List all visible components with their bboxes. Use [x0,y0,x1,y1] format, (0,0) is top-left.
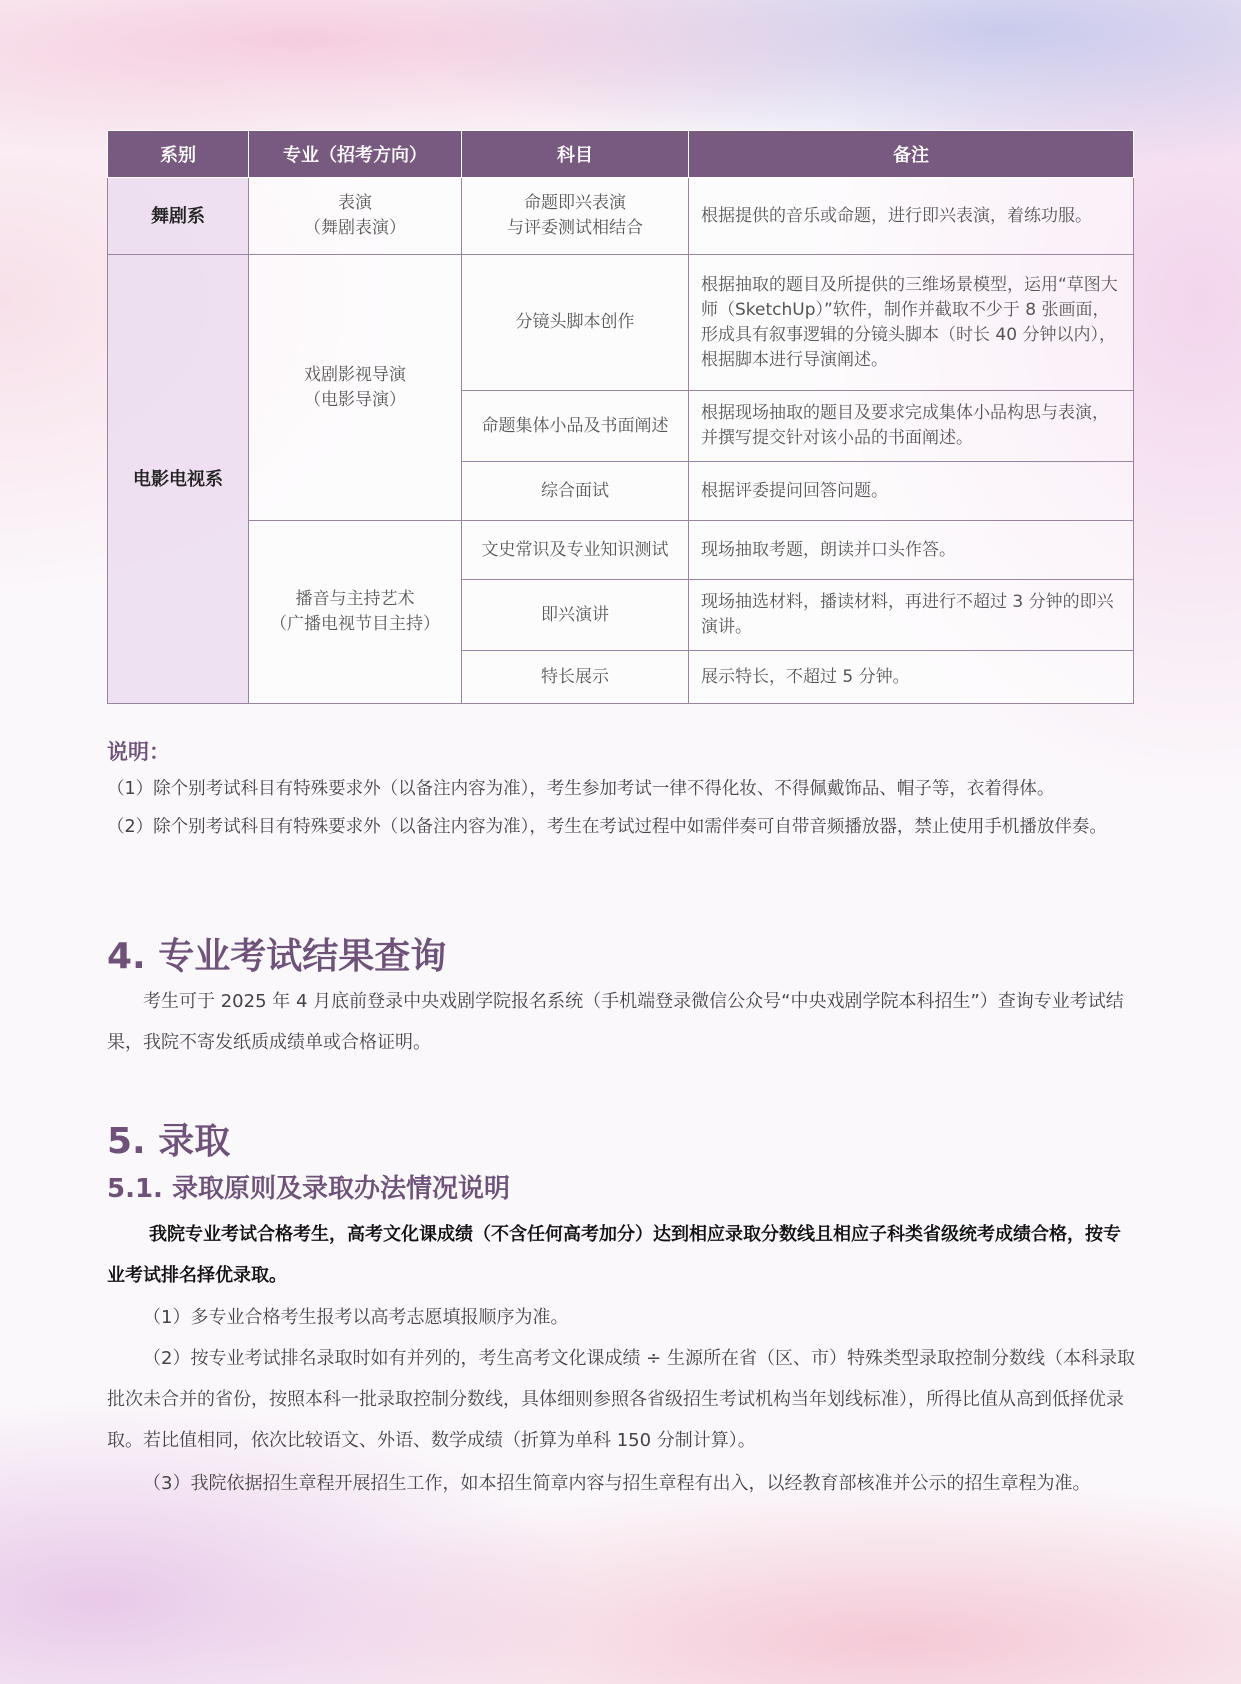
major-cell [249,178,462,255]
table-header [108,131,1134,178]
note-cell: 根据提供的音乐或命题，进行即兴表演，着练功服。 [689,178,1134,255]
major-name: 表演 [338,193,372,213]
subject-line: 与评委测试相结合 [507,218,643,238]
subject-cell: 命题集体小品及书面阐述 [462,391,689,462]
table-row [108,521,1134,580]
dept-cell: 舞剧系 [108,178,249,255]
major-direction: （舞剧表演） [304,218,406,238]
table-row [108,255,1134,391]
header-dept: 系别 [108,131,249,178]
major-name: 戏剧影视导演 [304,364,406,385]
subject-line: 命题即兴表演 [524,193,626,213]
admission-item: （1）多专业合格考生报考以高考志愿填报顺序为准。 [143,1307,569,1328]
note-cell: 现场抽取考题，朗读并口头作答。 [689,521,1134,580]
subject-cell: 即兴演讲 [462,580,689,651]
header-note: 备注 [689,131,1134,178]
major-cell [249,255,462,521]
table-row [108,178,1134,255]
note-cell: 根据现场抽取的题目及要求完成集体小品构思与表演，并撰写提交针对该小品的书面阐述。 [689,391,1134,462]
note-cell: 根据评委提问回答问题。 [689,462,1134,521]
section-4-heading: 4. 专业考试结果查询 [107,936,447,977]
note-cell: 现场抽选材料，播读材料，再进行不超过 3 分钟的即兴演讲。 [689,580,1134,651]
subject-cell: 分镜头脚本创作 [462,255,689,391]
note-cell: 展示特长，不超过 5 分钟。 [689,651,1134,704]
major-direction: （广播电视节目主持） [270,614,440,634]
section-5-heading: 5. 录取 [107,1121,231,1162]
section-4-body: 考生可于 2025 年 4 月底前登录中央戏剧学院报名系统（手机端登录微信公众号“中央戏剧学院本科招生”）查询专业考试结果，我院不寄发纸质成绩单或合格证明。 [107,991,1124,1053]
major-direction: （电影导演） [304,389,406,410]
subject-cell: 综合面试 [462,462,689,521]
header-major: 专业（招考方向） [249,131,462,178]
admission-item: （2）按专业考试排名录取时如有并列的，考生高考文化课成绩 ÷ 生源所在省（区、市）特殊类型录取控制分数线（本科录取批次未合并的省份，按照本科一批录取控制分数线，具体细则参照各省级招生考试机构当年划线标准），所得比值从高到低择优录取。若比值相同，依次比较语文、外语、数学成绩（折算为单科 150 分制计算）。 [107,1348,1135,1451]
subject-cell: 特长展示 [462,651,689,704]
note-item: （1）除个别考试科目有特殊要求外（以备注内容为准），考生参加考试一律不得化妆、不得佩戴饰品、帽子等，衣着得体。 [107,779,1055,799]
major-name: 播音与主持艺术 [295,589,415,609]
exam-subjects-table [107,130,1134,704]
header-subject: 科目 [462,131,689,178]
subject-cell: 文史常识及专业知识测试 [462,521,689,580]
subject-cell [462,178,689,255]
major-cell [249,521,462,704]
note-cell: 根据抽取的题目及所提供的三维场景模型，运用“草图大师（SketchUp）”软件，制作并截取不少于 8 张画面，形成具有叙事逻辑的分镜头脚本（时长 40 分钟以内），根据脚本进行导演阐述。 [689,255,1134,391]
dept-cell: 电影电视系 [108,255,249,704]
section-5-1-heading: 5.1. 录取原则及录取办法情况说明 [107,1174,510,1204]
admission-item: （3）我院依据招生章程开展招生工作，如本招生简章内容与招生章程有出入，以经教育部核准并公示的招生章程为准。 [143,1473,1091,1494]
note-item: （2）除个别考试科目有特殊要求外（以备注内容为准），考生在考试过程中如需伴奏可自带音频播放器，禁止使用手机播放伴奏。 [107,817,1107,837]
notes-title: 说明： [107,740,170,764]
admission-principle: 我院专业考试合格考生，高考文化课成绩（不含任何高考加分）达到相应录取分数线且相应子科类省级统考成绩合格，按专业考试排名择优录取。 [107,1224,1121,1286]
